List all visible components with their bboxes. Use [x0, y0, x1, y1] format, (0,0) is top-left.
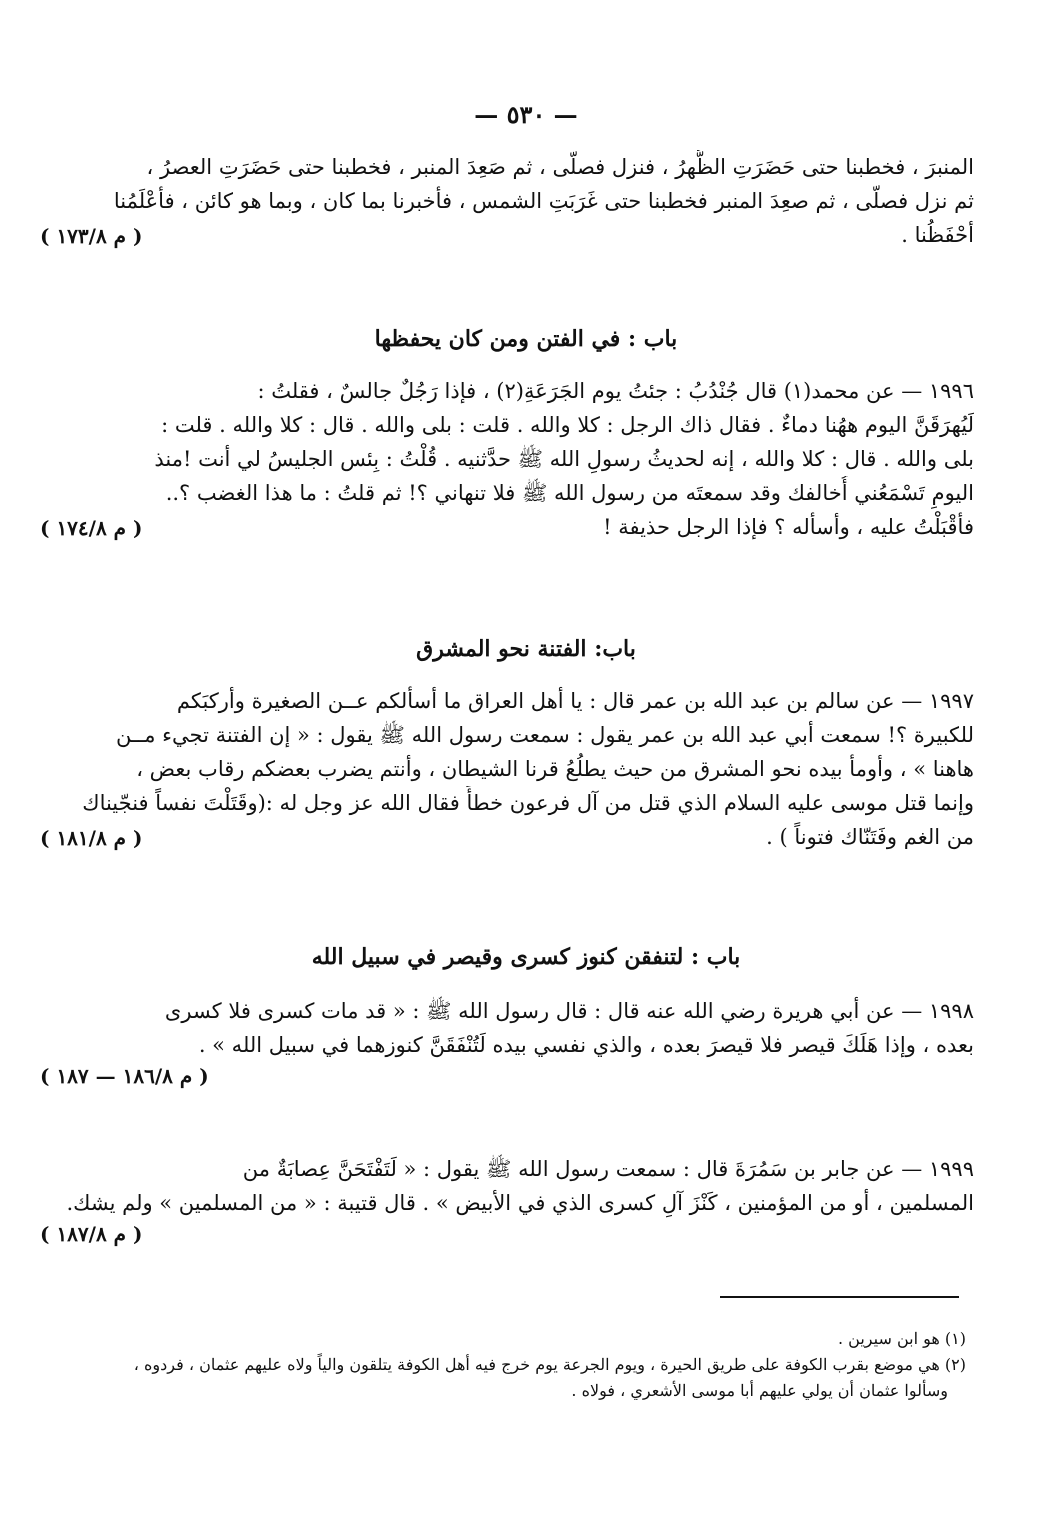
text-line: للكبيرة ؟! سمعت أبي عبد الله بن عمر يقول : سمعت رسول الله ﷺ يقول : « إن الفتنة تجيء مــن	[115, 723, 974, 747]
page-number: — ٥٣٠ —	[474, 100, 578, 129]
text-line: ١٩٩٧ — عن سالم بن عبد الله بن عمر قال : يا أهل العراق ما أسألكم عــن الصغيرة وأركبَكم	[176, 689, 974, 713]
text-line: ١٩٩٦ — عن محمد(١) قال جُنْدُبُ : جئتُ يوم الجَرَعَةِ(٢) ، فإذا رَجُلٌ جالسٌ ، فقلتُ :	[257, 379, 974, 403]
text-line: المنبرَ ، فخطبنا حتى حَضَرَتِ الظُّهرُ ، فنزل فصلّى ، ثم صَعِدَ المنبر ، فخطبنا حتى حَضَرَتِ العصرُ ،	[146, 155, 974, 179]
text-line: اليومِ تَسْمَعُني أُخالفك وقد سمعتَه من رسول الله ﷺ فلا تنهاني ؟! ثم قلتُ : ما هذا الغضب ؟..	[165, 481, 974, 505]
source-reference: ( م ١٨٦/٨ — ١٨٧ )	[40, 1064, 209, 1088]
text-line: لَيُهرَقَنَّ اليوم ههُنا دماءٌ . فقال ذاك الرجل : كلا والله . قلت : بلى والله . قال : كلا والله . قلت :	[161, 413, 974, 437]
hadith-paragraph	[40, 1152, 974, 1248]
hadith-paragraph	[40, 374, 974, 542]
text-line: فأقْبَلْتُ عليه ، وأسأله ؟ فإذا الرجل حذيفة !	[603, 515, 974, 539]
hadith-paragraph	[40, 994, 974, 1090]
text-line: ١٩٩٨ — عن أبي هريرة رضي الله عنه قال : قال رسول الله ﷺ : « قد مات كسرى فلا كسرى	[164, 999, 974, 1023]
footnote: (٢) هي موضع بقرب الكوفة على طريق الحيرة ، ويوم الجرعة يوم خرج فيه أهل الكوفة يتلقون والياً ولاه عليهم عثمان ، فردوه ،	[133, 1355, 966, 1374]
text-line: وإنما قتل موسى عليه السلام الذي قتل من آل فرعون خطأً فقال الله عز وجل له :(وقَتَلْتَ نفساً فنجّيناك	[82, 791, 974, 815]
chapter-heading: باب: الفتنة نحو المشرق	[416, 636, 636, 662]
text-line: ١٩٩٩ — عن جابر بن سَمُرَةَ قال : سمعت رسول الله ﷺ يقول : « لَتَفْتَحَنَّ عِصابَةٌ من	[242, 1157, 974, 1181]
footnote-divider	[720, 1296, 959, 1298]
chapter-heading: باب : في الفتن ومن كان يحفظها	[374, 326, 678, 352]
hadith-paragraph	[40, 684, 974, 852]
text-line: بلى والله . قال : كلا والله ، إنه لحديثُ رسولِ الله ﷺ حدَّثنيه . قُلْتُ : بِئس الجليسُ لي أنت !منذ	[154, 447, 974, 471]
text-line: أحْفَظُنا .	[901, 223, 974, 247]
text-line: من الغم وفَتَنّاك فتوناً ) .	[766, 825, 974, 849]
source-reference: ( م ١٨٧/٨ )	[40, 1222, 143, 1246]
text-line: بعده ، وإذا هَلَكَ قيصر فلا قيصرَ بعده ، والذي نفسي بيده لَتُنْفَقَنَّ كنوزهما في سبيل الله » .	[198, 1033, 974, 1057]
intro-paragraph	[40, 150, 974, 250]
text-line: المسلمين ، أو من المؤمنين ، كَنْزَ آلِ كسرى الذي في الأبيض » . قال قتيبة : « من المسلمين » ولم يشك.	[66, 1191, 974, 1215]
footnote: وسألوا عثمان أن يولي عليهم أبا موسى الأشعري ، فولاه .	[571, 1381, 948, 1400]
footnotes	[40, 1326, 966, 1404]
footnote: (١) هو ابن سيرين .	[838, 1329, 966, 1348]
text-line: هاهنا » ، وأومأ بيده نحو المشرق من حيث يطلُعُ قرنا الشيطان ، وأنتم يضرب بعضكم رقاب بعض ،	[136, 757, 974, 781]
chapter-heading: باب : لتنفقن كنوز كسرى وقيصر في سبيل الله	[311, 944, 741, 970]
source-reference: ( م ١٧٤/٨ )	[40, 516, 143, 540]
source-reference: ( م ١٨١/٨ )	[40, 826, 143, 850]
text-line: ثم نزل فصلّى ، ثم صعِدَ المنبر فخطبنا حتى غَرَبَتِ الشمس ، فأخبرنا بما كان ، وبما هو كائن ، فأعْلَمُنا	[113, 189, 974, 213]
source-reference: ( م ١٧٣/٨ )	[40, 224, 143, 248]
